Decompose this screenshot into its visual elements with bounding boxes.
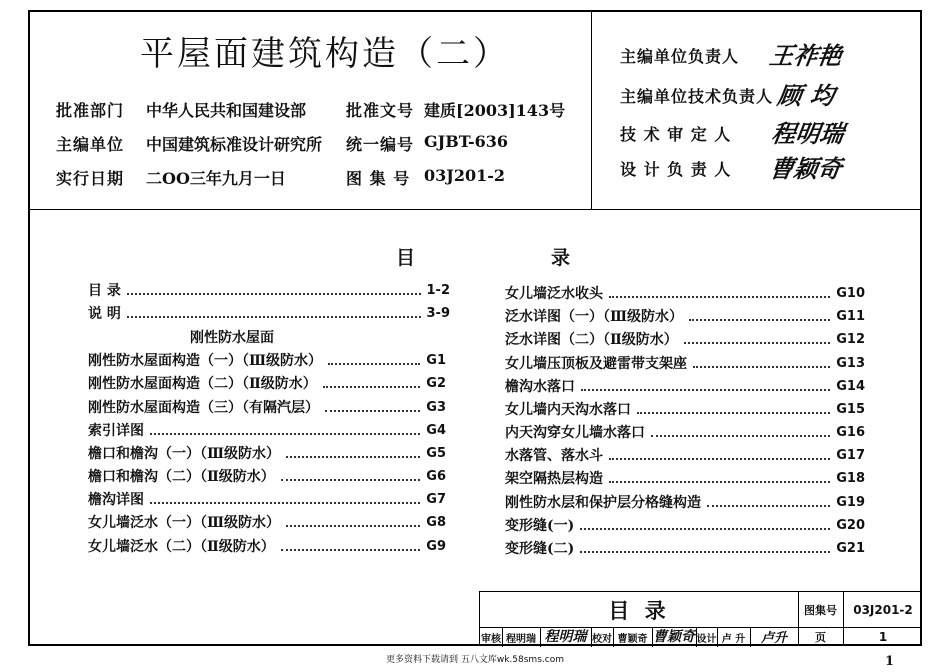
toc-item-page: 1-2 xyxy=(426,282,450,298)
toc-item-page: G8 xyxy=(426,514,446,530)
impl-date-value: 二OO三年九月一日 xyxy=(146,169,286,188)
toc-item-page: 3-9 xyxy=(426,305,450,321)
toc-item-title: 刚性防水屋面构造（二）（Ⅱ级防水） xyxy=(88,376,317,392)
toc-item[interactable] xyxy=(505,305,865,327)
toc-item[interactable] xyxy=(88,419,446,441)
atlas-no-label-cell: 图集号 xyxy=(804,603,837,617)
signature-chief-unit: 王祚艳 xyxy=(767,41,844,70)
leader-dots xyxy=(323,386,420,388)
toc-item-page: G4 xyxy=(426,422,446,438)
toc-item-title: 水落管、落水斗 xyxy=(505,448,603,464)
designer-name: 卢 升 xyxy=(721,633,746,645)
leader-dots xyxy=(707,505,830,507)
toc-item-title: 架空隔热层构造 xyxy=(505,471,603,487)
toc-item-title: 说 明 xyxy=(88,306,121,322)
toc-item[interactable] xyxy=(88,511,446,533)
title-block xyxy=(479,591,922,646)
leader-dots xyxy=(127,316,421,318)
editor-unit-label: 主编单位 xyxy=(56,135,125,154)
leader-dots xyxy=(580,551,830,553)
leader-dots xyxy=(609,296,830,298)
leader-dots xyxy=(286,525,420,527)
title-block-name: 目 录 xyxy=(608,597,670,623)
toc-item[interactable] xyxy=(88,535,446,557)
toc-item[interactable] xyxy=(505,328,865,350)
check-label: 校对 xyxy=(592,633,612,645)
toc-item[interactable] xyxy=(88,302,450,324)
toc-item-title: 索引详图 xyxy=(88,423,144,439)
page-value: 1 xyxy=(878,630,888,644)
toc-item-title: 女儿墙泛水（一）（Ⅲ级防水） xyxy=(88,515,281,531)
header-separator xyxy=(28,209,922,210)
toc-item-title: 檐沟详图 xyxy=(88,492,144,508)
toc-item-page: G17 xyxy=(836,447,865,463)
leader-dots xyxy=(651,435,830,437)
toc-item[interactable] xyxy=(88,442,446,464)
toc-item-title: 变形缝(一) xyxy=(505,518,575,534)
toc-item-page: G2 xyxy=(426,375,446,391)
toc-item-page: G19 xyxy=(836,494,865,510)
toc-item-title: 内天沟穿女儿墙水落口 xyxy=(505,425,645,441)
toc-item-page: G3 xyxy=(426,399,446,415)
toc-item[interactable] xyxy=(505,352,865,374)
toc-heading-left: 目 xyxy=(396,247,416,269)
toc-item-title: 檐口和檐沟（二）（Ⅱ级防水） xyxy=(88,469,275,485)
toc-item-page: G9 xyxy=(426,538,446,554)
toc-item-page: G11 xyxy=(836,308,865,324)
atlas-no-value: 03J201-2 xyxy=(424,166,506,185)
approval-dept-label: 批准部门 xyxy=(56,101,125,120)
atlas-no-value-cell: 03J201-2 xyxy=(853,602,913,617)
sig-role-chief-unit: 主编单位负责人 xyxy=(620,47,740,66)
leader-dots xyxy=(581,389,830,391)
leader-dots xyxy=(150,502,420,504)
reviewer-name: 程明瑞 xyxy=(506,633,536,645)
toc-item-title: 刚性防水层和保护层分格缝构造 xyxy=(505,495,701,511)
approval-doc-value: 建质[2003]143号 xyxy=(424,101,566,120)
toc-item[interactable] xyxy=(88,396,446,418)
leader-dots xyxy=(150,433,420,435)
toc-item[interactable] xyxy=(88,279,450,301)
impl-date-label: 实行日期 xyxy=(56,169,125,188)
leader-dots xyxy=(281,479,420,481)
toc-item-page: G14 xyxy=(836,378,865,394)
leader-dots xyxy=(684,342,830,344)
design-label: 设计 xyxy=(696,633,717,645)
leader-dots xyxy=(286,456,420,458)
toc-item[interactable] xyxy=(505,282,865,304)
page-number: 1 xyxy=(885,654,895,669)
toc-item-page: G13 xyxy=(836,355,865,371)
toc-item[interactable] xyxy=(505,514,865,536)
page-label: 页 xyxy=(815,631,826,644)
atlas-title: 平屋面建筑构造（二） xyxy=(140,34,510,74)
signature-design-chief: 曹颖奇 xyxy=(767,154,844,183)
toc-section-rigid-roof: 刚性防水屋面 xyxy=(190,330,274,346)
leader-dots xyxy=(637,412,830,414)
review-label: 审核 xyxy=(481,633,501,645)
unified-no-value: GJBT-636 xyxy=(424,132,509,151)
toc-item-page: G7 xyxy=(426,491,446,507)
toc-item-page: G10 xyxy=(836,285,865,301)
toc-item-page: G18 xyxy=(836,470,865,486)
toc-item-page: G1 xyxy=(426,352,446,368)
leader-dots xyxy=(281,549,420,551)
toc-item-title: 女儿墙压顶板及避雷带支架座 xyxy=(505,356,687,372)
leader-dots xyxy=(328,363,420,365)
toc-item-title: 刚性防水屋面构造（一）（Ⅲ级防水） xyxy=(88,353,323,369)
signature-tech-reviewer: 程明瑞 xyxy=(769,119,846,148)
toc-item-page: G20 xyxy=(836,517,865,533)
designer-signature: 卢升 xyxy=(760,630,787,646)
sig-role-design-chief: 设 计 负 责 人 xyxy=(620,160,732,179)
toc-item-title: 檐口和檐沟（一）（Ⅲ级防水） xyxy=(88,446,281,462)
toc-item[interactable] xyxy=(505,375,865,397)
signature-tech-chief: 顾 均 xyxy=(775,81,837,110)
leader-dots xyxy=(689,319,830,321)
toc-heading-right: 录 xyxy=(551,247,571,269)
reviewer-signature: 程明瑞 xyxy=(544,629,587,645)
sig-role-tech-reviewer: 技 术 审 定 人 xyxy=(620,125,732,144)
leader-dots xyxy=(580,528,830,530)
toc-item-page: G21 xyxy=(836,540,865,556)
toc-item[interactable] xyxy=(505,398,865,420)
toc-item-page: G5 xyxy=(426,445,446,461)
toc-item[interactable] xyxy=(505,537,865,559)
unified-no-label: 统一编号 xyxy=(346,135,415,154)
leader-dots xyxy=(609,481,830,483)
toc-item-title: 女儿墙内天沟水落口 xyxy=(505,402,631,418)
atlas-no-label: 图 集 号 xyxy=(346,169,411,188)
toc-item[interactable] xyxy=(505,421,865,443)
toc-item-title: 刚性防水屋面构造（三）（有隔汽层） xyxy=(88,400,319,416)
approval-dept-value: 中华人民共和国建设部 xyxy=(146,101,307,120)
toc-item-title: 女儿墙泛水（二）（Ⅱ级防水） xyxy=(88,539,275,555)
leader-dots xyxy=(325,410,420,412)
toc-item-title: 泛水详图（一）（Ⅲ级防水） xyxy=(505,309,684,325)
toc-item[interactable] xyxy=(505,467,865,489)
editor-unit-value: 中国建筑标准设计研究所 xyxy=(146,135,323,154)
leader-dots xyxy=(127,293,421,295)
toc-item[interactable] xyxy=(505,444,865,466)
toc-item-title: 女儿墙泛水收头 xyxy=(505,286,603,302)
toc-item[interactable] xyxy=(88,465,446,487)
toc-item-page: G6 xyxy=(426,468,446,484)
sig-role-tech-chief: 主编单位技术负责人 xyxy=(620,87,774,106)
checker-signature: 曹颖奇 xyxy=(653,629,695,645)
toc-item-page: G15 xyxy=(836,401,865,417)
toc-item-title: 泛水详图（二）（Ⅱ级防水） xyxy=(505,332,678,348)
checker-name: 曹颖奇 xyxy=(617,633,648,645)
leader-dots xyxy=(693,366,830,368)
toc-item[interactable] xyxy=(88,349,446,371)
toc-item-title: 檐沟水落口 xyxy=(505,379,575,395)
toc-item[interactable] xyxy=(505,491,865,513)
toc-item-title: 目 录 xyxy=(88,283,121,299)
leader-dots xyxy=(609,458,830,460)
toc-item[interactable] xyxy=(88,488,446,510)
footer-watermark: 更多资料下载请到 五八文库wk.58sms.com xyxy=(386,655,564,665)
toc-item-page: G12 xyxy=(836,331,865,347)
toc-item-title: 变形缝(二) xyxy=(505,541,575,557)
approval-doc-label: 批准文号 xyxy=(346,101,415,120)
toc-item-page: G16 xyxy=(836,424,865,440)
toc-item[interactable] xyxy=(88,372,446,394)
